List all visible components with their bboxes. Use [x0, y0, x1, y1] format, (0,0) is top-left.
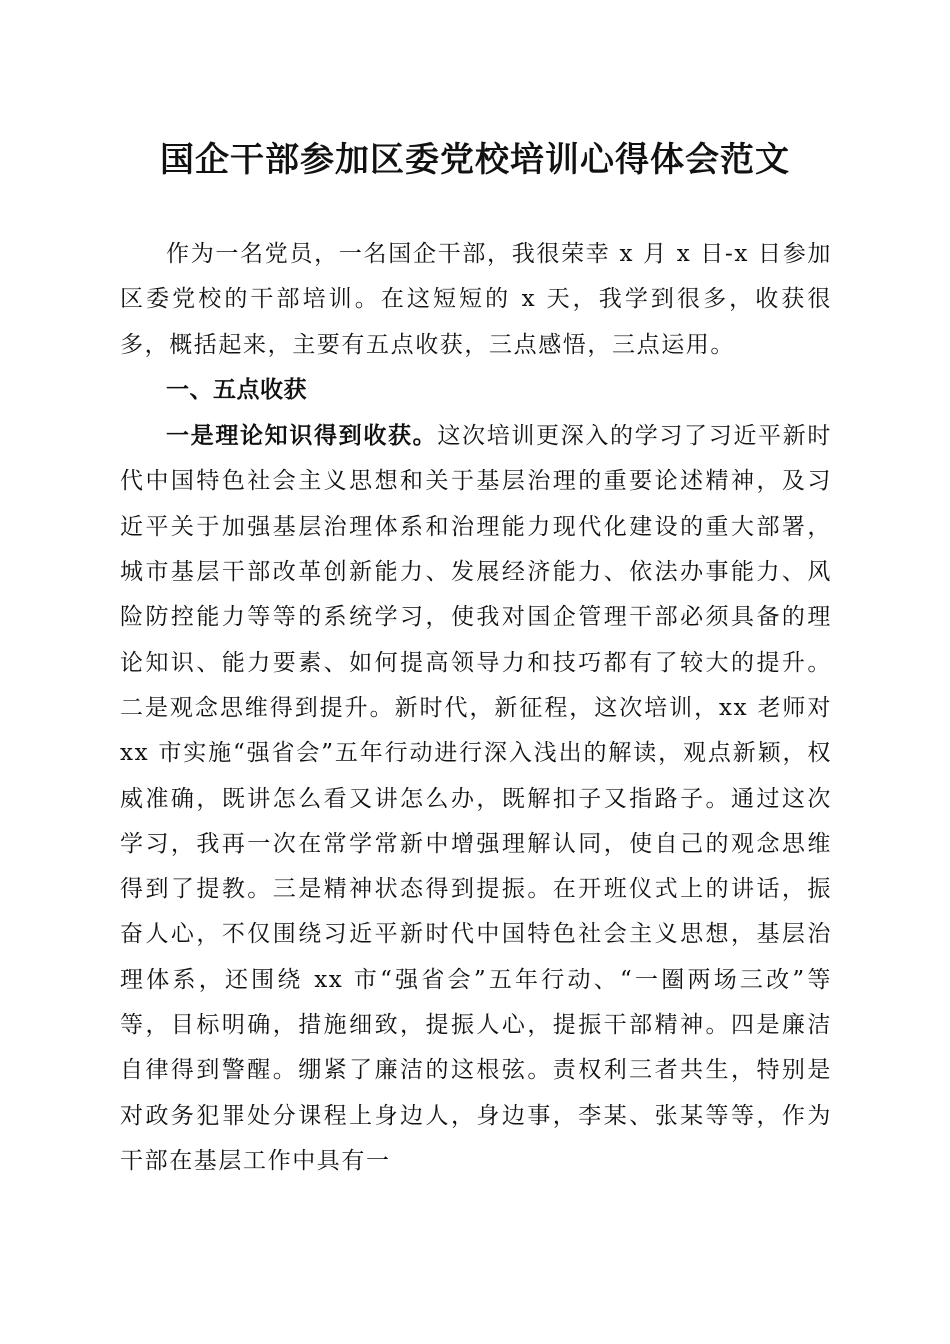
body-paragraph — [120, 413, 832, 1184]
intro-paragraph: 作为一名党员，一名国企干部，我很荣幸 x 月 x 日-x 日参加区委党校的干部培训。在这短短的 x 天，我学到很多，收获很多，概括起来，主要有五点收获，三点感悟，三点运用。 — [120, 241, 832, 358]
paragraph-lead: 一是理论知识得到收获。 — [166, 422, 438, 450]
document-title: 国企干部参加区委党校培训心得体会范文 — [160, 140, 790, 180]
document-body — [120, 232, 832, 1184]
paragraph-text: 这次培训更深入的学习了习近平新时代中国特色社会主义思想和关于基层治理的重要论述精神，及习近平关于加强基层治理体系和治理能力现代化建设的重大部署，城市基层干部改革创新能力、发展经济能力、依法办事能力、风险防控能力等等的系统学习，使我对国企管理干部必须具备的理论知识、能力要素、如何提高领导力和技巧都有了较大的提升。二是观念思维得到提升。新时代，新征程，这次培训，xx 老师对 xx 市实施“强省会”五年行动进行深入浅出的解读，观点新颖，权威准确，既讲怎么看又讲怎么办，既解扣子又指路子。通过这次学习，我再一次在常学常新中增强理解认同，使自己的观念思维得到了提教。三是精神状态得到提振。在开班仪式上的讲话，振奋人心，不仅围绕习近平新时代中国特色社会主义思想，基层治理体系，还围绕 xx 市“强省会”五年行动、“一圈两场三改”等等，目标明确，措施细致，提振人心，提振干部精神。四是廉洁自律得到警醒。绷紧了廉洁的这根弦。责权利三者共生，特别是对政务犯罪处分课程上身边人，身边事，李某、张某等等，作为干部在基层工作中具有一 — [120, 423, 832, 1174]
section-heading: 一、五点收获 — [166, 376, 307, 403]
